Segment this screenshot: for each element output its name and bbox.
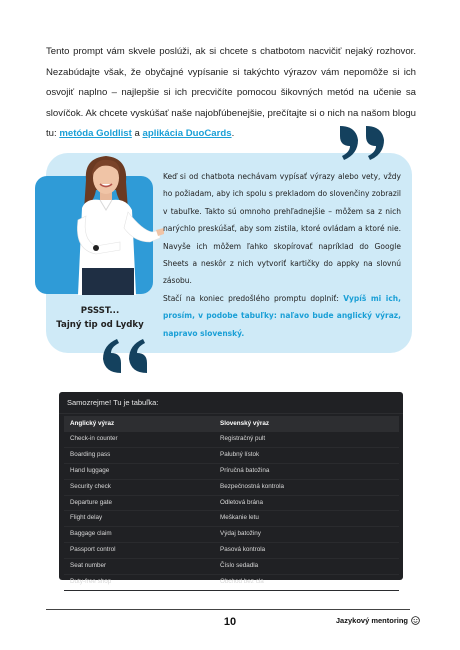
page-number: 10 [223, 616, 237, 628]
cell-english: Seat number [70, 562, 107, 570]
brand-name: Jazykový mentoring [335, 616, 408, 625]
table-row [64, 559, 399, 575]
footer-brand [336, 616, 420, 625]
cell-english: Passport control [70, 546, 116, 554]
intro-connector: a [131, 128, 143, 139]
duocards-link[interactable]: aplikácia DuoCards [142, 128, 232, 139]
cell-english: Check-in counter [70, 435, 118, 442]
tip-prompt-highlight: Vypíš mi ich, prosím, v podobe tabuľky: naľavo bude anglický výraz, napravo slovenský. [163, 293, 401, 338]
cell-slovak: Pasová kontrola [220, 546, 266, 554]
intro-end: . [231, 128, 235, 139]
cell-slovak: Palubný lístok [220, 450, 260, 458]
tip-body: Keď si od chatbota nechávam vypísať výrazy alebo vety, vždy ho požiadam, aby ich spolu s prekladom do slovenčiny zobrazil v tabuľke. Takto sú omnoho prehľadnejšie – môžem sa z nich narýchlo preskúšať, aby som zistila, ktoré ovládam a ktoré nie. Navyše ich môžem ľahko skopírovať napríklad do Google Sheets a neskôr z nich vytvoriť kartičky do appky na slovnú zásobu. [163, 172, 401, 286]
cell-slovak: Číslo sedadla [220, 562, 259, 570]
footer-divider [46, 609, 410, 610]
table-row [64, 448, 399, 464]
table-row [64, 496, 399, 512]
tip-label-line2: Tajný tip od Lydky [56, 320, 144, 330]
closing-quote-icon [338, 124, 388, 162]
table-row [64, 464, 399, 480]
table-row [64, 543, 399, 559]
chat-screenshot [59, 392, 403, 586]
tip-prompt-lead: Stačí na koniec predošlého promptu doplniť: [163, 293, 344, 303]
table-row [64, 432, 399, 448]
cell-slovak: Bezpečnostná kontrola [220, 482, 285, 490]
lydka-photo [56, 150, 166, 295]
vocab-table [64, 416, 399, 591]
intro-text: Tento prompt vám skvele poslúži, ak si chcete s chatbotom nacvičiť nejaký rozhovor. Nezabúdajte však, že obyčajné vypísanie si takýchto výrazov vám nepomôže si ich osvojiť naplno – najlepšie si ich precvičíte pomocou šikovných metód na učenie sa slovíčok. Ak chcete vyskúšať naše najobľúbenejšie, prečítajte si o nich na našom blogu tu: [46, 46, 416, 139]
cell-slovak: Obchod bez cla [220, 578, 264, 586]
cell-english: Hand luggage [70, 466, 110, 474]
cell-english: Baggage claim [70, 530, 112, 538]
goldlist-link[interactable]: metóda Goldlist [59, 128, 132, 139]
cell-english: Duty-free shop [70, 578, 112, 586]
cell-english: Departure gate [70, 498, 113, 506]
table-row [64, 480, 399, 496]
smiley-icon [411, 616, 420, 625]
column-header-english: Anglický výraz [70, 420, 115, 427]
table-row [64, 575, 399, 591]
cell-english: Boarding pass [70, 450, 111, 458]
cell-english: Security check [70, 482, 111, 490]
cell-slovak: Výdaj batožiny [220, 530, 261, 538]
tip-label-line1: PSSST... [80, 306, 120, 316]
cell-slovak: Meškanie letu [220, 514, 259, 522]
table-row [64, 511, 399, 527]
cell-slovak: Odletová brána [220, 498, 264, 506]
cell-slovak: Príručná batožina [220, 466, 270, 474]
tip-label [48, 304, 152, 332]
cell-english: Flight delay [70, 514, 103, 522]
tip-text [163, 168, 401, 342]
column-header-slovak: Slovenský výraz [220, 420, 270, 427]
chat-header: Samozrejme! Tu je tabuľka: [59, 392, 403, 414]
opening-quote-icon [99, 337, 149, 375]
table-header-row [64, 416, 399, 432]
table-row [64, 527, 399, 543]
cell-slovak: Registračný pult [220, 435, 266, 442]
